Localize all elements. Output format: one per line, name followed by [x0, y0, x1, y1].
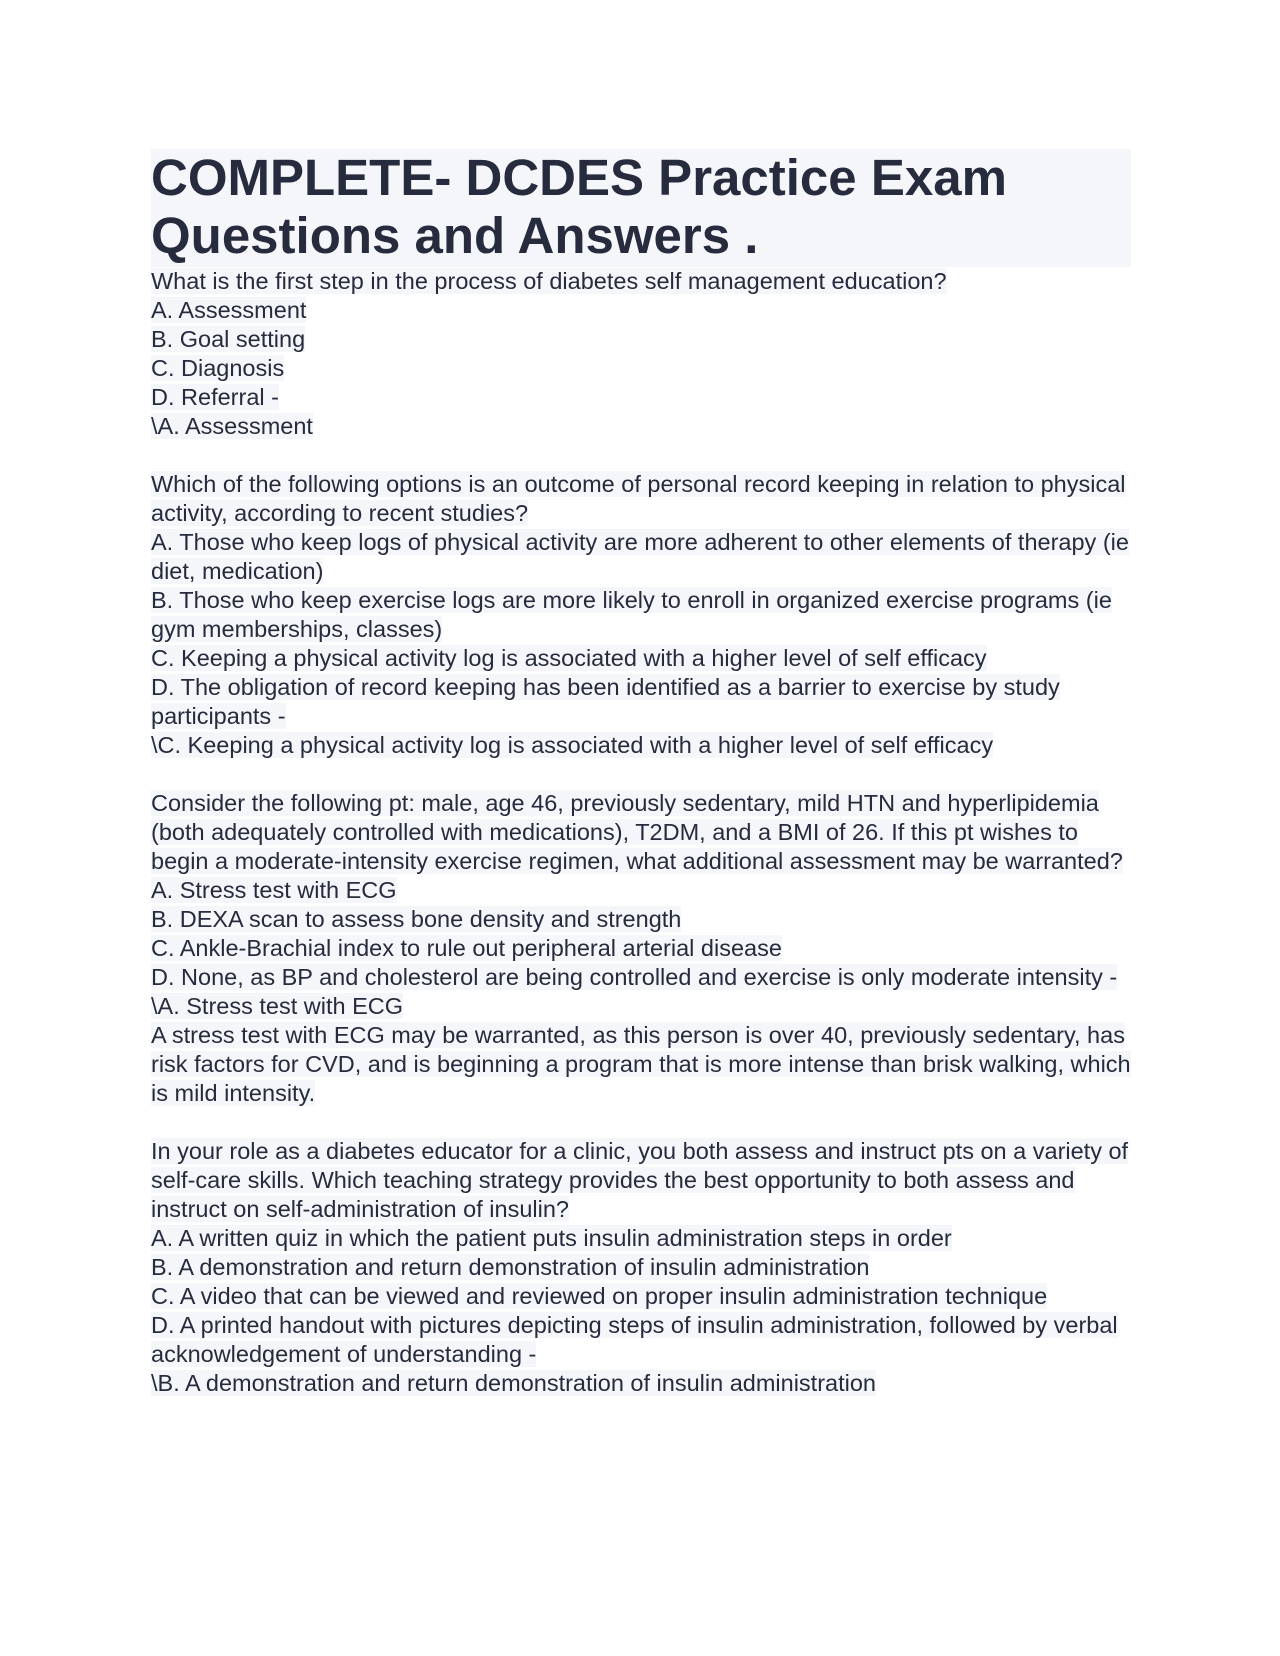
answer-option: D. The obligation of record keeping has been identified as a barrier to exercise by study participants - — [151, 674, 1060, 729]
question-block-1 — [151, 267, 1131, 441]
question-block-3 — [151, 789, 1131, 1108]
correct-answer: \A. Stress test with ECG — [151, 993, 404, 1019]
answer-option: B. Those who keep exercise logs are more likely to enroll in organized exercise programs (ie gym memberships, classes) — [151, 587, 1112, 642]
correct-answer: \C. Keeping a physical activity log is associated with a higher level of self efficacy — [151, 732, 994, 758]
answer-option: C. A video that can be viewed and reviewed on proper insulin administration technique — [151, 1283, 1048, 1309]
question-text: Which of the following options is an outcome of personal record keeping in relation to physical activity, according to recent studies? — [151, 471, 1126, 526]
answer-option: D. Referral - — [151, 384, 279, 410]
correct-answer: \B. A demonstration and return demonstration of insulin administration — [151, 1370, 876, 1396]
question-spacer — [151, 760, 1131, 789]
question-text: In your role as a diabetes educator for a clinic, you both assess and instruct pts on a variety of self-care skills. Which teaching strategy provides the best opportunity to both assess and instruct on self-administration of insulin? — [151, 1138, 1129, 1222]
question-spacer — [151, 441, 1131, 470]
answer-option: D. A printed handout with pictures depicting steps of insulin administration, followed by verbal acknowledgement of understanding - — [151, 1312, 1118, 1367]
document-page — [151, 149, 1131, 1398]
answer-option: A. Those who keep logs of physical activity are more adherent to other elements of therapy (ie diet, medication) — [151, 529, 1129, 584]
answer-option: A. A written quiz in which the patient puts insulin administration steps in order — [151, 1225, 952, 1251]
answer-option: B. DEXA scan to assess bone density and strength — [151, 906, 682, 932]
answer-option: B. A demonstration and return demonstration of insulin administration — [151, 1254, 870, 1280]
question-text: What is the first step in the process of diabetes self management education? — [151, 268, 947, 294]
answer-option: C. Ankle-Brachial index to rule out peripheral arterial disease — [151, 935, 782, 961]
correct-answer: \A. Assessment — [151, 413, 313, 439]
answer-option: A. Stress test with ECG — [151, 877, 397, 903]
question-spacer — [151, 1108, 1131, 1137]
answer-option: C. Diagnosis — [151, 355, 285, 381]
answer-option: C. Keeping a physical activity log is associated with a higher level of self efficacy — [151, 645, 987, 671]
answer-option: A. Assessment — [151, 297, 307, 323]
document-title: COMPLETE- DCDES Practice Exam Questions and Answers . — [151, 149, 1131, 267]
question-text: Consider the following pt: male, age 46, previously sedentary, mild HTN and hyperlipidemia (both adequately controlled with medications), T2DM, and a BMI of 26. If this pt wishes to begin a moderate-intensity exercise regimen, what additional assessment may be warranted? — [151, 790, 1123, 874]
question-block-2 — [151, 470, 1131, 760]
answer-option: B. Goal setting — [151, 326, 306, 352]
question-block-4 — [151, 1137, 1131, 1398]
answer-option: D. None, as BP and cholesterol are being controlled and exercise is only moderate intensity - — [151, 964, 1118, 990]
answer-rationale: A stress test with ECG may be warranted, as this person is over 40, previously sedentary, has risk factors for CVD, and is beginning a program that is more intense than brisk walking, which is mild intensity. — [151, 1022, 1131, 1106]
